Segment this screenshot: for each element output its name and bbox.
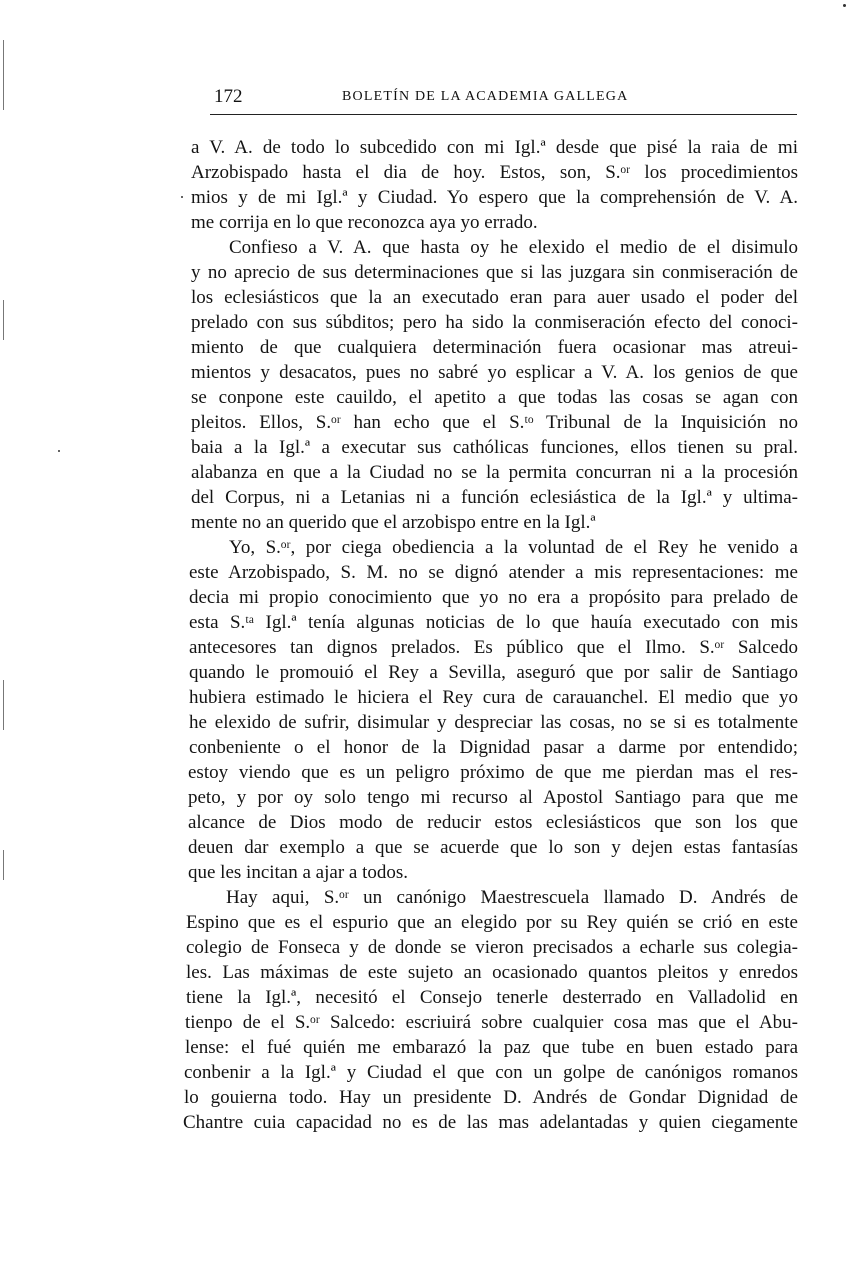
- text-line: que les incitan a ajar a todos.: [188, 862, 409, 883]
- text-line: hubiera estimado le hiciera el Rey cura de carauanchel. El medio que yo: [189, 687, 798, 708]
- text-line: mente no an querido que el arzobispo entre en la Igl.ª: [191, 512, 596, 533]
- header-rule: [210, 114, 797, 115]
- scan-margin-marks: [0, 0, 12, 1263]
- text-line: colegio de Fonseca y de donde se vieron precisados a echarle sus colegia-: [186, 937, 798, 958]
- text-line: estoy viendo que es un peligro próximo de que me pierdan mas el res-: [188, 762, 798, 783]
- text-line: conbenir a la Igl.ª y Ciudad el que con un golpe de canónigos romanos: [184, 1062, 798, 1083]
- text-line: peto, y por oy solo tengo mi recurso al Apostol Santiago para que me: [188, 787, 798, 808]
- text-line: conbeniente o el honor de la Dignidad pasar a darme por entendido;: [189, 737, 798, 758]
- text-line: tienpo de el S.ᵒʳ Salcedo: escriuirá sobre cualquier cosa mas que el Abu-: [185, 1012, 798, 1033]
- scan-speck: [843, 4, 846, 7]
- scan-mark: [3, 40, 4, 110]
- text-line: mios y de mi Igl.ª y Ciudad. Yo espero que la comprehensión de V. A.: [191, 187, 798, 208]
- text-line: pleitos. Ellos, S.ᵒʳ han echo que el S.ᵗᵒ Tribunal de la Inquisición no: [191, 412, 798, 433]
- text-line: Arzobispado hasta el dia de hoy. Estos, son, S.ᵒʳ los procedimientos: [191, 162, 798, 183]
- scan-speck: [58, 450, 60, 452]
- text-line: lo gouierna todo. Hay un presidente D. Andrés de Gondar Dignidad de: [184, 1087, 798, 1108]
- text-line: Chantre cuia capacidad no es de las mas adelantadas y quien ciegamente: [183, 1112, 798, 1133]
- text-line: Hay aqui, S.ᵒʳ un canónigo Maestrescuela llamado D. Andrés de: [226, 887, 798, 908]
- text-line: a V. A. de todo lo subcedido con mi Igl.ª desde que pisé la raia de mi: [191, 137, 798, 158]
- text-line: tiene la Igl.ª, necesitó el Consejo tenerle desterrado en Valladolid en: [186, 987, 798, 1008]
- text-line: alabanza en que a la Ciudad no se la permita concurran ni a la procesión: [191, 462, 798, 483]
- text-line: baia a la Igl.ª a executar sus cathólicas funciones, ellos tienen su pral.: [191, 437, 798, 458]
- text-line: Confieso a V. A. que hasta oy he elexido el medio de el disimulo: [229, 237, 798, 258]
- text-line: Yo, S.ᵒʳ, por ciega obediencia a la voluntad de el Rey he venido a: [229, 537, 798, 558]
- text-line: deuen dar exemplo a que se acuerde que lo son y dejen estas fantasías: [188, 837, 798, 858]
- scan-mark: [3, 680, 4, 730]
- page-header: [210, 86, 800, 108]
- text-line: miento de que cualquiera determinación fuera ocasionar mas atreui-: [191, 337, 798, 358]
- text-line: me corrija en lo que reconozca aya yo errado.: [191, 212, 538, 233]
- page-number: 172: [214, 86, 243, 107]
- text-line: Espino que es el espurio que an elegido por su Rey quién se crió en este: [186, 912, 798, 933]
- text-line: los eclesiásticos que la an executado eran para auer usado el poder del: [191, 287, 798, 308]
- running-title: BOLETÍN DE LA ACADEMIA GALLEGA: [342, 89, 629, 104]
- text-line: antecesores tan dignos prelados. Es público que el Ilmo. S.ᵒʳ Salcedo: [189, 637, 798, 658]
- scan-mark: [3, 850, 4, 880]
- text-line: y no aprecio de sus determinaciones que si las juzgara sin conmiseración de: [191, 262, 798, 283]
- text-line: lense: el fué quién me embarazó la paz que tube en buen estado para: [185, 1037, 798, 1058]
- text-line: decia mi propio conocimiento que yo no era a propósito para prelado de: [189, 587, 798, 608]
- text-line: les. Las máximas de este sujeto an ocasionado quantos pleitos y enredos: [186, 962, 798, 983]
- text-line: alcance de Dios modo de reducir estos eclesiásticos que son los que: [188, 812, 798, 833]
- scan-speck: [181, 196, 183, 198]
- text-line: he elexido de sufrir, disimular y despreciar las cosas, no se si es totalmente: [189, 712, 798, 733]
- text-line: prelado con sus súbditos; pero ha sido la conmiseración efecto del conoci-: [191, 312, 798, 333]
- text-line: mientos y desacatos, pues no sabré yo esplicar a V. A. los genios de que: [191, 362, 798, 383]
- text-line: del Corpus, ni a Letanias ni a función eclesiástica de la Igl.ª y ultima-: [191, 487, 798, 508]
- text-line: quando le promouió el Rey a Sevilla, aseguró que por salir de Santiago: [189, 662, 798, 683]
- scan-mark: [3, 300, 4, 340]
- text-line: se conpone este cauildo, el apetito a que todas las cosas se agan con: [191, 387, 798, 408]
- text-line: esta S.ᵗᵃ Igl.ª tenía algunas noticias de lo que hauía executado con mis: [189, 612, 798, 633]
- text-line: este Arzobispado, S. M. no se dignó atender a mis representaciones: me: [189, 562, 798, 583]
